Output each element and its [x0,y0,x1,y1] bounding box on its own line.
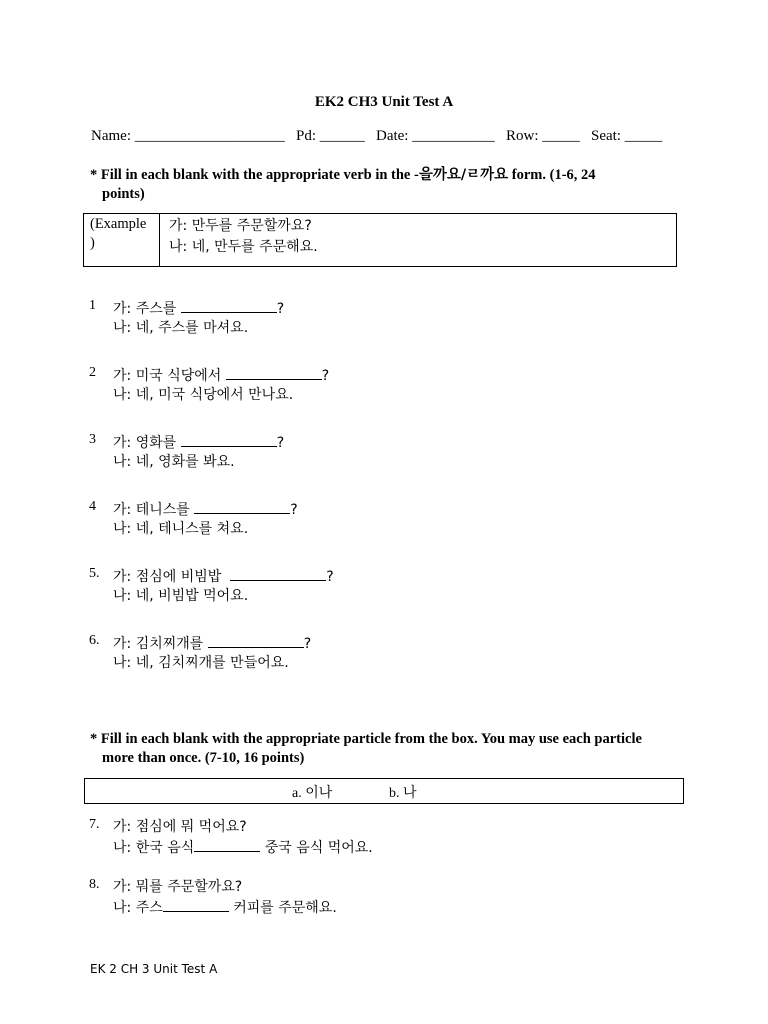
question-number: 1 [89,298,96,313]
answer-blank[interactable] [163,897,229,912]
answer-blank[interactable] [226,365,322,380]
question-line-a [113,365,329,386]
answer-rest: 커피를 주문해요. [228,900,337,916]
question-number: 3 [89,432,96,447]
example-label-line2: ) [90,235,95,251]
particle-text: 이나 [305,785,333,801]
section1-instructions-line2: points) [102,186,145,202]
question-line-b: 나: 네, 영화를 봐요. [113,454,235,470]
question-line-a [113,633,311,654]
particle-box [84,778,684,804]
student-info-fields: Name: ____________________ Pd: ______ Date: ___________ Row: _____ Seat: _____ [91,128,663,144]
question-line-a [113,566,334,587]
example-dialogue [169,216,318,258]
answer-rest: 중국 음식 먹어요. [260,840,373,856]
question-mark: ? [276,435,285,451]
question-number: 7. [89,817,100,832]
section2-instructions [90,730,642,768]
question-mark: ? [303,636,312,652]
test-title: EK2 CH3 Unit Test A [314,94,454,110]
example-box [83,213,677,267]
question-mark: ? [290,502,298,518]
instr-text-prefix: * Fill in each blank with the appropriate verb in the - [90,167,419,183]
section2-instructions-line1: * Fill in each blank with the appropriate particle from the box. You may use each particle [90,731,642,747]
question-mark: ? [276,301,285,317]
example-line-b: 나: 네, 만두를 주문해요. [169,239,318,255]
question-prompt: 가: 영화를 [113,435,181,451]
answer-blank[interactable] [181,298,277,313]
answer-prompt: 나: 주스 [113,900,163,916]
question-line-a: 가: 점심에 뭐 먹어요? [113,819,247,835]
question-line-b: 나: 네, 비빔밥 먹어요. [113,588,249,604]
question-number: 6. [89,633,100,648]
answer-blank[interactable] [230,566,326,581]
instr-korean-form: 을까요/ㄹ까요 [418,167,509,183]
particle-letter: a. [292,786,302,801]
question-number: 8. [89,877,100,892]
question-prompt: 가: 테니스를 [113,502,195,518]
question-line-a: 가: 뭐를 주문할까요? [113,879,243,895]
answer-prompt: 나: 한국 음식 [113,840,195,856]
question-prompt: 가: 주스를 [113,301,181,317]
answer-blank[interactable] [194,499,290,514]
example-label [84,214,160,266]
question-line-b: 나: 네, 테니스를 쳐요. [113,521,249,537]
question-prompt: 가: 김치찌개를 [113,636,208,652]
section1-instructions-line1 [90,166,596,185]
question-line-a [113,432,284,453]
question-line-a [113,298,284,319]
particle-option-a [292,782,332,802]
answer-blank[interactable] [194,837,260,852]
particle-option-b [389,782,417,802]
instr-text-suffix: form. (1-6, 24 [508,167,596,183]
question-number: 4 [89,499,96,514]
question-line-b: 나: 네, 주스를 마셔요. [113,320,249,336]
particle-text: 나 [403,785,417,801]
question-number: 5. [89,566,100,581]
question-mark: ? [321,368,330,384]
section1-instructions [90,166,596,204]
question-line-b [113,837,373,858]
section2-instructions-line2: more than once. (7-10, 16 points) [102,750,305,766]
question-line-b: 나: 네, 김치찌개를 만들어요. [113,655,289,671]
question-line-b [113,897,337,918]
question-number: 2 [89,365,96,380]
answer-blank[interactable] [208,633,304,648]
question-line-a [113,499,298,520]
example-line-a: 가: 만두를 주문할까요? [169,218,312,234]
question-mark: ? [326,569,334,585]
question-prompt: 가: 점심에 비빔밥 [113,569,231,585]
question-prompt: 가: 미국 식당에서 [113,368,226,384]
example-label-line1: (Example [90,216,147,232]
page-footer: EK 2 CH 3 Unit Test A [90,962,218,976]
answer-blank[interactable] [181,432,277,447]
particle-letter: b. [389,786,400,801]
question-line-b: 나: 네, 미국 식당에서 만나요. [113,387,294,403]
